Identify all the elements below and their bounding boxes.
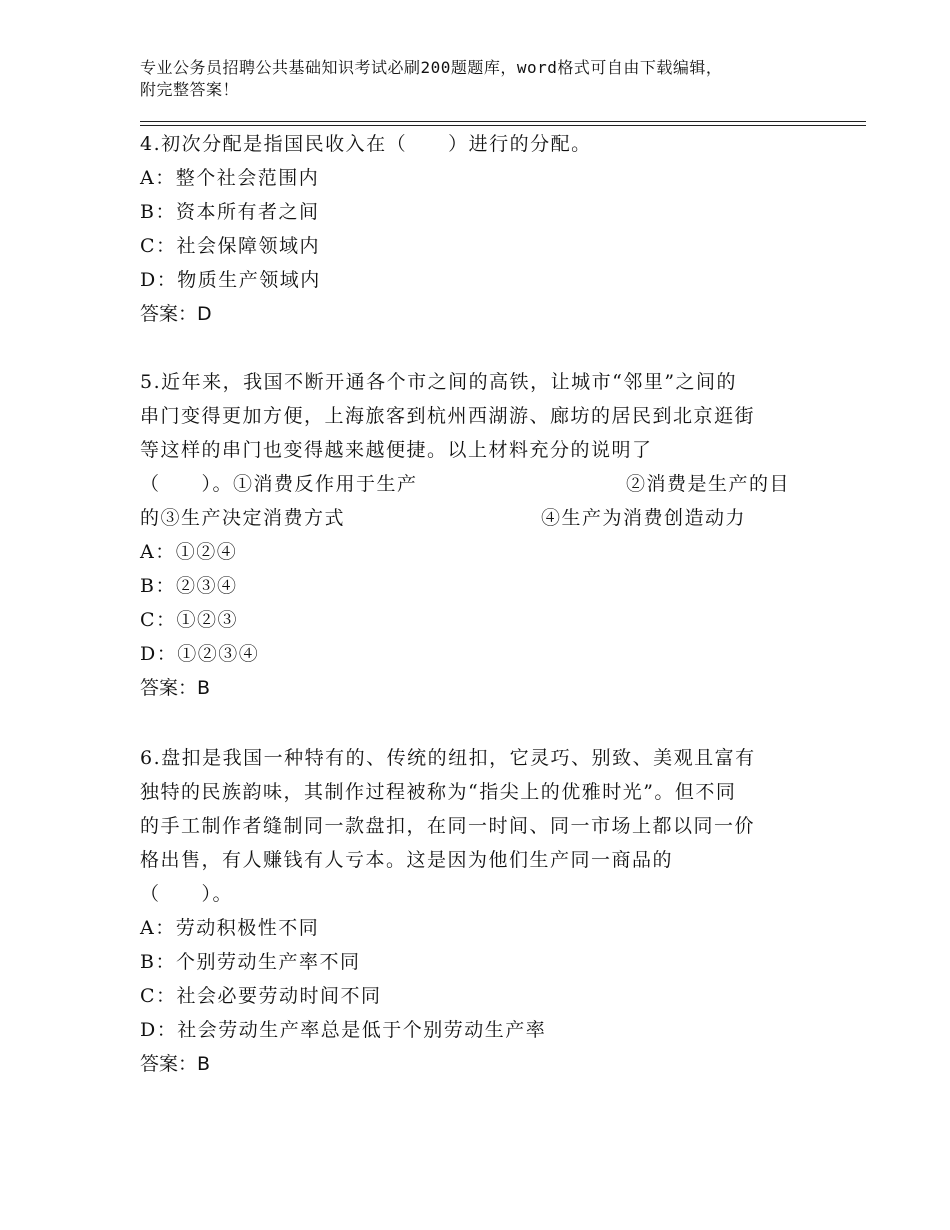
question-stem-line: 格出售，有人赚钱有人亏本。这是因为他们生产同一商品的 [140, 849, 674, 871]
option-a: A：①②④ [140, 541, 238, 563]
option-d: D：①②③④ [140, 643, 260, 665]
question-stem-choices-row [140, 501, 746, 535]
stem-choice-left: 的③生产决定消费方式 [140, 507, 346, 529]
stem-choice-left: （ ）。①消费反作用于生产 [140, 473, 418, 495]
question-stem-line: 等这样的串门也变得越来越便捷。以上材料充分的说明了 [140, 439, 653, 461]
question-stem-line: 的手工制作者缝制同一款盘扣，在同一时间、同一市场上都以同一价 [140, 815, 756, 837]
question-stem-line: 6.盘扣是我国一种特有的、传统的纽扣，它灵巧、别致、美观且富有 [140, 747, 756, 769]
option-b: B：②③④ [140, 575, 238, 597]
stem-choice-right: ②消费是生产的目 [625, 473, 790, 495]
option-c: C：社会保障领域内 [140, 235, 321, 257]
stem-choice-right: ④生产为消费创造动力 [540, 507, 746, 529]
question-stem-line: 4.初次分配是指国民收入在（ ）进行的分配。 [140, 133, 592, 155]
option-c: C：社会必要劳动时间不同 [140, 985, 382, 1007]
answer-label: 答案：D [140, 303, 212, 325]
question-6 [140, 741, 820, 1081]
option-a: A：劳动积极性不同 [140, 917, 320, 939]
header-line-1: 专业公务员招聘公共基础知识考试必刷200题题库，word格式可自由下载编辑， [140, 58, 723, 77]
answer-label: 答案：B [140, 677, 211, 699]
header-line-2: 附完整答案！ [140, 80, 240, 99]
option-d: D：物质生产领域内 [140, 269, 321, 291]
question-stem-choices-row [140, 467, 790, 501]
question-stem-line: 独特的民族韵味，其制作过程被称为“指尖上的优雅时光”。但不同 [140, 781, 737, 803]
question-stem-line: 5.近年来，我国不断开通各个市之间的高铁，让城市“邻里”之间的 [140, 371, 738, 393]
document-header [140, 57, 830, 101]
option-a: A：整个社会范围内 [140, 167, 320, 189]
question-stem-line: （ ）。 [140, 883, 234, 905]
option-b: B：个别劳动生产率不同 [140, 951, 361, 973]
header-divider-bottom [140, 125, 866, 126]
option-d: D：社会劳动生产率总是低于个别劳动生产率 [140, 1019, 547, 1041]
option-b: B：资本所有者之间 [140, 201, 320, 223]
question-stem-line: 串门变得更加方便，上海旅客到杭州西湖游、廊坊的居民到北京逛街 [140, 405, 756, 427]
answer-label: 答案：B [140, 1053, 211, 1075]
option-c: C：①②③ [140, 609, 239, 631]
question-5 [140, 365, 820, 705]
header-divider-top [140, 121, 866, 122]
question-4 [140, 127, 820, 331]
